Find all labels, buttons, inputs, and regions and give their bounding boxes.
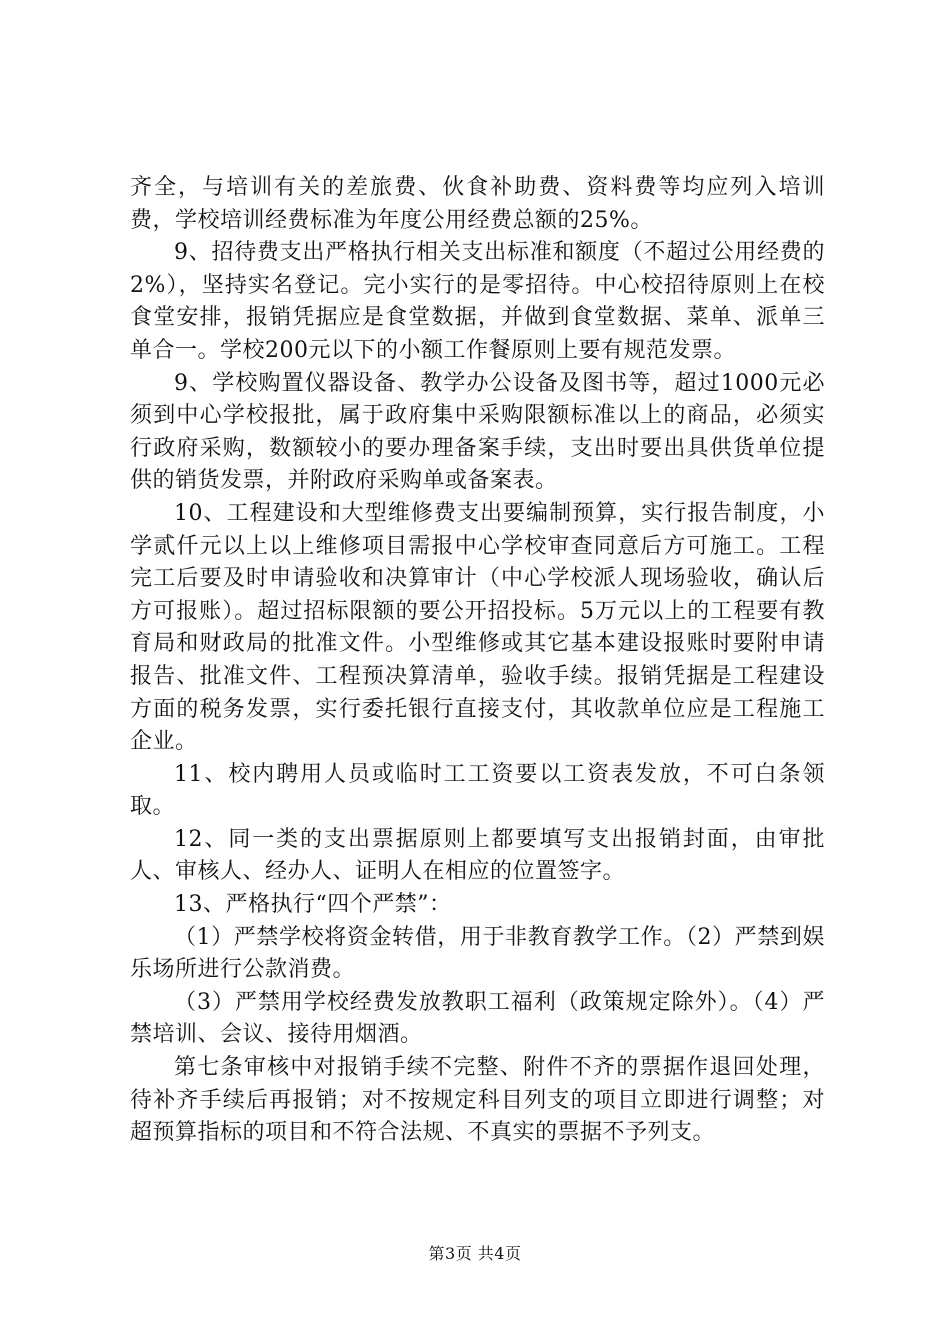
paragraph-continued-training-fee: 齐全，与培训有关的差旅费、伙食补助费、资料费等均应列入培训费，学校培训经费标准为年度公用经费总额的25%。 [130, 175, 825, 233]
paragraph-prohibitions-1-2: （1）严禁学校将资金转借，用于非教育教学工作。（2）严禁到娱乐场所进行公款消费。 [130, 924, 825, 983]
paragraph-item-9-entertainment: 9、招待费支出严格执行相关支出标准和额度（不超过公用经费的2%），坚持实名登记。完小实行的是零招待。中心校招待原则上在校食堂安排，报销凭据应是食堂数据，并做到食堂数据、菜单、派单三单合一。学校200元以下的小额工作餐原则上要有规范发票。 [130, 240, 825, 363]
paragraph-item-10-construction: 10、工程建设和大型维修费支出要编制预算，实行报告制度，小学贰仟元以上以上维修项目需报中心学校审查同意后方可施工。工程完工后要及时申请验收和决算审计（中心学校派人现场验收，确认后方可报账）。超过招标限额的要公开招投标。5万元以上的工程要有教育局和财政局的批准文件。小型维修或其它基本建设报账时要附申请报告、批准文件、工程预决算清单，验收手续。报销凭据是工程建设方面的税务发票，实行委托银行直接支付，其收款单位应是工程施工企业。 [130, 500, 825, 755]
paragraph-item-9-equipment-purchase: 9、学校购置仪器设备、教学办公设备及图书等，超过1000元必须到中心学校报批，属于政府集中采购限额标准以上的商品，必须实行政府采购，数额较小的要办理备案手续，支出时要出具供货单位提供的销货发票，并附政府采购单或备案表。 [130, 370, 825, 494]
document-body [130, 172, 825, 1150]
paragraph-item-11-wages: 11、校内聘用人员或临时工工资要以工资表发放，不可白条领取。 [130, 761, 825, 820]
paragraph-item-12-receipts: 12、同一类的支出票据原则上都要填写支出报销封面，由审批人、审核人、经办人、证明人在相应的位置签字。 [130, 826, 825, 885]
paragraph-item-13-four-prohibitions: 13、严格执行“四个严禁”： [174, 892, 452, 918]
paragraph-article-7-review: 第七条审核中对报销手续不完整、附件不齐的票据作退回处理，待补齐手续后再报销；对不按规定科目列支的项目立即进行调整；对超预算指标的项目和不符合法规、不真实的票据不予列支。 [130, 1055, 825, 1146]
paragraph-prohibitions-3-4: （3）严禁用学校经费发放教职工福利（政策规定除外）。（4）严禁培训、会议、接待用烟酒。 [130, 989, 825, 1048]
page-number-footer: 第3页 共4页 [428, 1244, 522, 1263]
